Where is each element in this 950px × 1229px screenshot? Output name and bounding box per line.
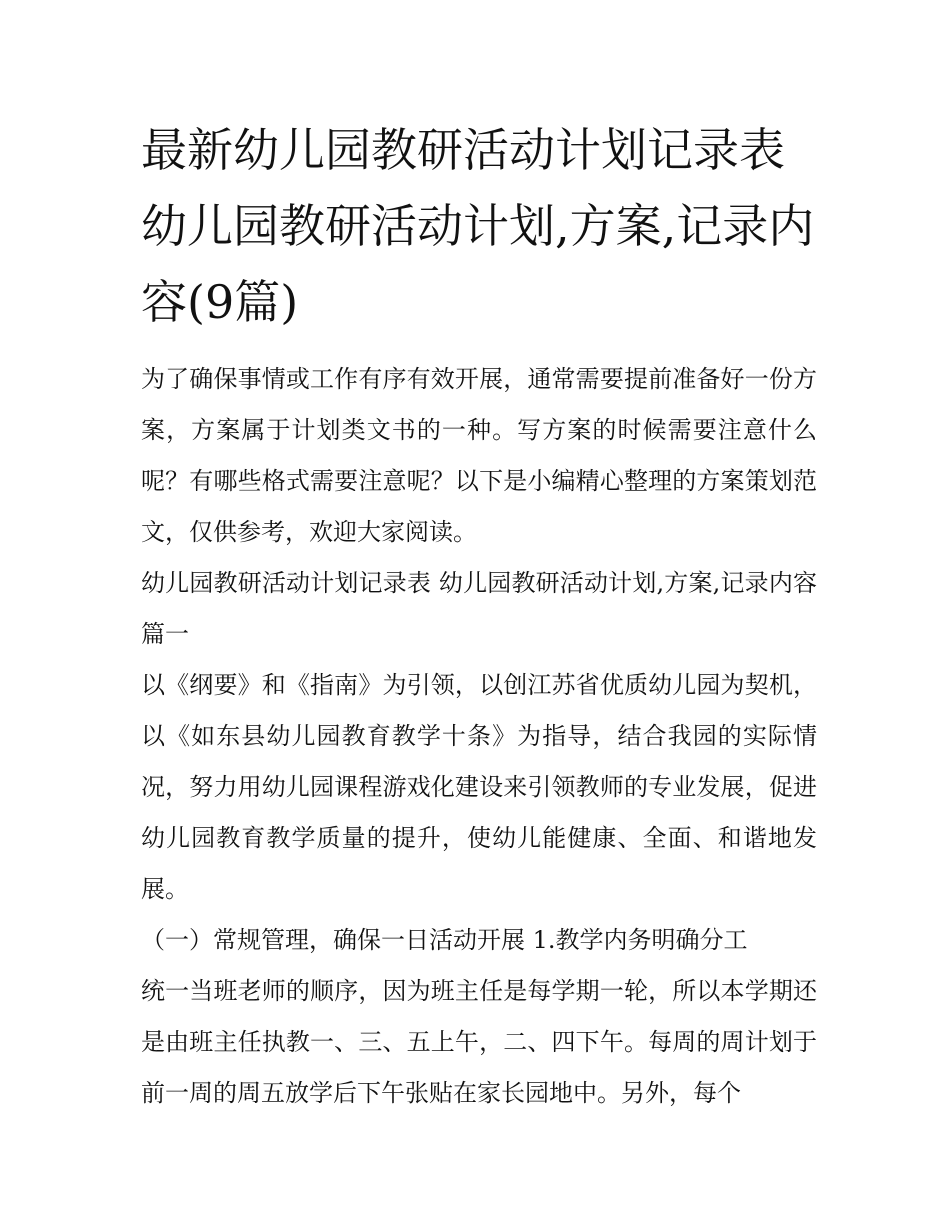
guiding-paragraph: 以《纲要》和《指南》为引领，以创江苏省优质幼儿园为契机，以《如东县幼儿园教育教学十条》为指导，结合我园的实际情况，努力用幼儿园课程游戏化建设来引领教师的专业发展，促进幼儿园教育教学质量的提升，使幼儿能健康、全面、和谐地发展。 — [141, 671, 817, 903]
subsection-heading: （一）常规管理，确保一日活动开展 1.教学内务明确分工 — [141, 926, 748, 954]
schedule-paragraph: 统一当班老师的顺序，因为班主任是每学期一轮，所以本学期还是由班主任执教一、三、五上午，二、四下午。每周的周计划于前一周的周五放学后下午张贴在家长园地中。另外，每个 — [141, 977, 817, 1107]
document-title: 最新幼儿园教研活动计划记录表 幼儿园教研活动计划,方案,记录内容(9篇) — [141, 123, 815, 329]
document-body — [141, 354, 817, 1119]
section-heading-1: 幼儿园教研活动计划记录表 幼儿园教研活动计划,方案,记录内容篇一 — [141, 569, 817, 648]
intro-paragraph: 为了确保事情或工作有序有效开展，通常需要提前准备好一份方案，方案属于计划类文书的一种。写方案的时候需要注意什么呢？有哪些格式需要注意呢？以下是小编精心整理的方案策划范文，仅供参考，欢迎大家阅读。 — [141, 365, 817, 546]
